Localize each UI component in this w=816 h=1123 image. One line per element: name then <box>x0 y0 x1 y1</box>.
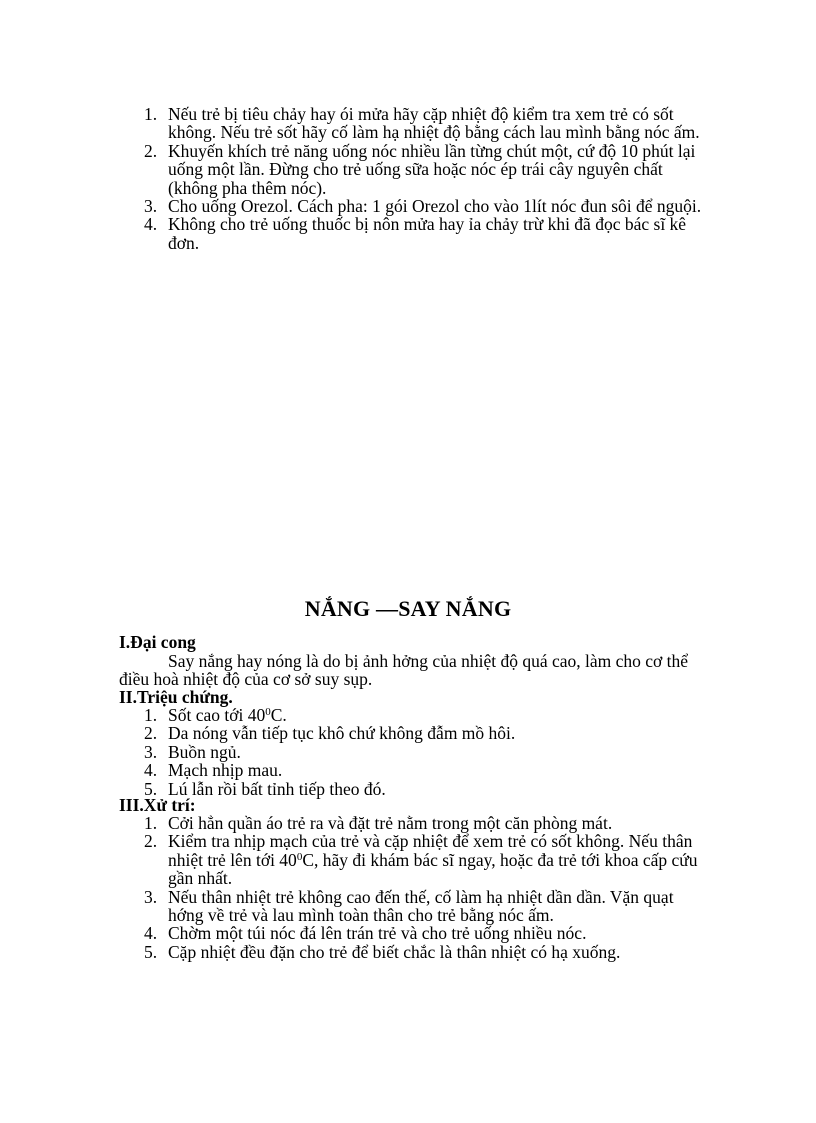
list-item: 2. Khuyến khích trẻ năng uống nóc nhiều lần từng chút một, cứ độ 10 phút lại uống một lần. Đừng cho trẻ uống sữa hoặc nóc ép trái cây nguyên chất (không pha thêm nóc). <box>144 140 696 198</box>
section-heading-overview: I.Đại cong <box>119 632 196 652</box>
list-item: 1. Nếu trẻ bị tiêu chảy hay ói mửa hãy cặp nhiệt độ kiểm tra xem trẻ có sốt không. Nếu trẻ sốt hãy cố làm hạ nhiệt độ bằng cách lau mình bằng nóc ấm. <box>144 104 700 143</box>
list-item: 1. Cởi hẳn quần áo trẻ ra và đặt trẻ nằm trong một căn phòng mát. <box>144 813 613 833</box>
list-item-text: Cho uống Orezol. Cách pha: 1 gói Orezol cho vào 1lít nóc đun sôi để nguội. <box>168 196 702 217</box>
list-item: 5. Cặp nhiệt đều đặn cho trẻ để biết chắc là thân nhiệt có hạ xuống. <box>144 941 621 962</box>
list-item: 4. Không cho trẻ uống thuốc bị nôn mửa hay ỉa chảy trừ khi đã đọc bác sĩ kê đơn. <box>144 214 687 253</box>
list-item-text: Nếu trẻ bị tiêu chảy hay ói mửa hãy cặp nhiệt độ kiểm tra xem trẻ có sốt không. Nếu trẻ sốt hãy cố làm hạ nhiệt độ bằng cách lau mình bằng nóc ấm. <box>168 104 700 143</box>
list-item: 3. Nếu thân nhiệt trẻ không cao đến thế, cố làm hạ nhiệt dần dần. Vặn quạt hớng về trẻ và lau mình toàn thân cho trẻ bằng nóc ấm. <box>144 886 674 926</box>
symptoms-list <box>144 705 703 799</box>
list-item: 3. Buồn ngủ. <box>144 741 241 762</box>
section-heading-treatment: III.Xử trí: <box>119 795 196 815</box>
section-heading-symptoms: II.Triệu chứng. <box>119 687 233 707</box>
list-item: 2. Da nóng vẫn tiếp tục khô chứ không đẫm mồ hôi. <box>144 723 516 744</box>
overview-paragraph: Say nắng hay nóng là do bị ảnh hởng của nhiệt độ quá cao, làm cho cơ thể điều hoà nhiệt độ của cơ sở suy sụp. <box>119 651 689 690</box>
list-item: 2. Kiểm tra nhịp mạch của trẻ và cặp nhiệt để xem trẻ có sốt không. Nếu thân nhiệt trẻ lên tới $40^0C$, hãy đi khám bác sĩ ngay, hoặc đa trẻ tới khoa cấp cứu gần nhất. <box>144 831 698 889</box>
list-item: 4. Chờm một túi nóc đá lên trán trẻ và cho trẻ uống nhiều nóc. <box>144 923 587 944</box>
intro-list <box>144 104 703 253</box>
list-item-text: Không cho trẻ uống thuốc bị nôn mửa hay ỉa chảy trừ khi đã đọc bác sĩ kê đơn. <box>168 214 687 253</box>
list-item: 3. Cho uống Orezol. Cách pha: 1 gói Orezol cho vào 1lít nóc đun sôi để nguội. <box>144 196 702 217</box>
list-item: 4. Mạch nhịp mau. <box>144 760 283 781</box>
list-item: 5. Lú lẫn rồi bất tỉnh tiếp theo đó. <box>144 778 386 799</box>
treatment-list <box>144 813 703 962</box>
page-title: NẮNG —SAY NẮNG <box>304 596 512 621</box>
list-item-text: Khuyến khích trẻ năng uống nóc nhiều lần từng chút một, cứ độ 10 phút lại uống một lần. Đừng cho trẻ uống sữa hoặc nóc ép trái cây nguyên chất (không pha thêm nóc). <box>168 140 696 198</box>
list-item: 1. Sốt cao tới $40^0C$. <box>144 705 287 725</box>
